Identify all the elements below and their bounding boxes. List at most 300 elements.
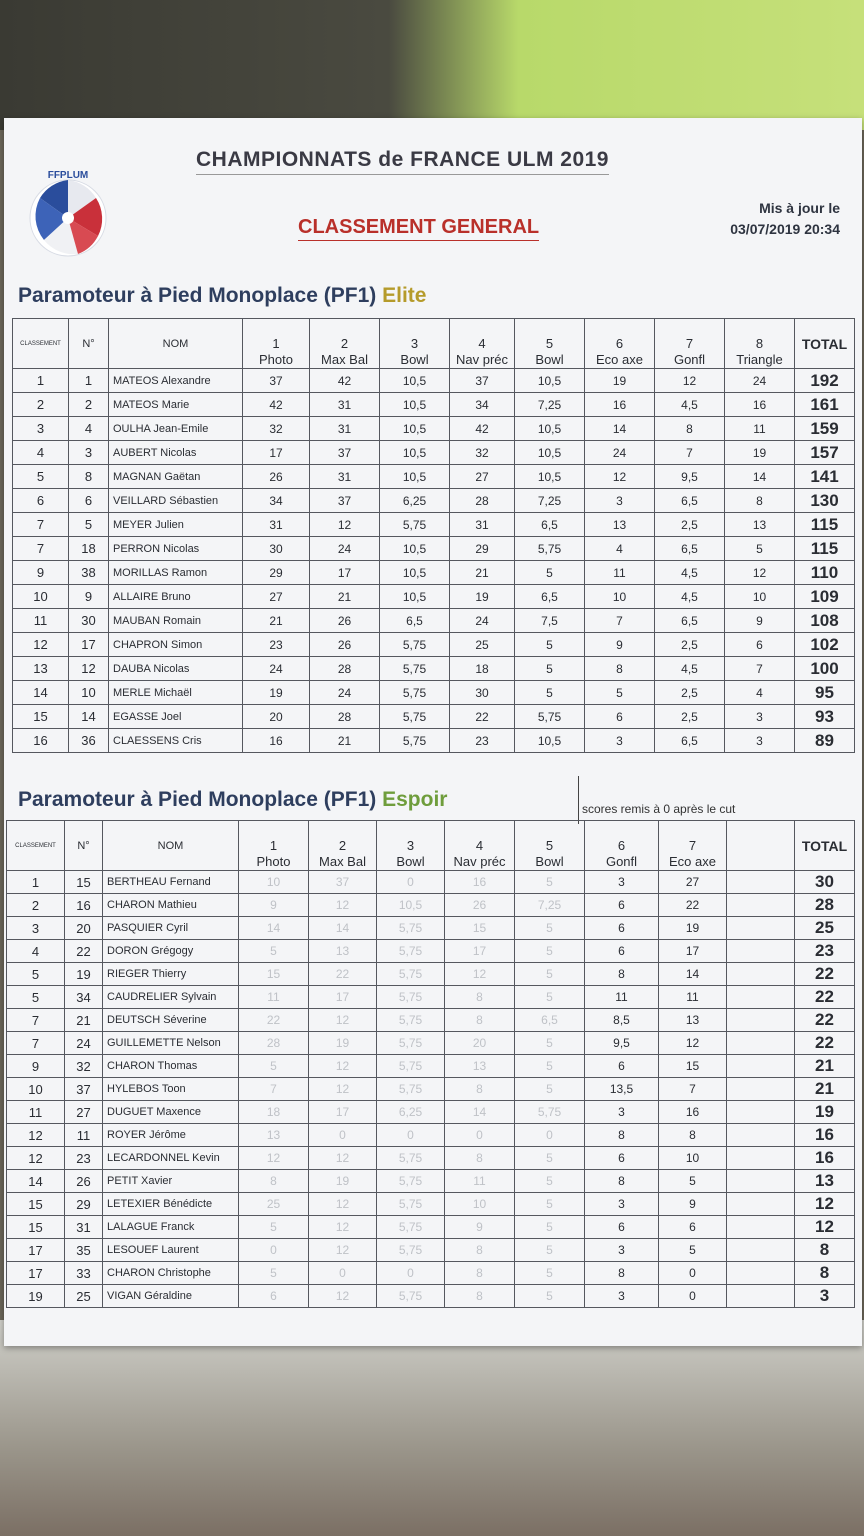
competitor-name-cell: MORILLAS Ramon (109, 561, 243, 585)
total-cell: 8 (795, 1239, 855, 1262)
total-cell: 192 (795, 369, 855, 393)
score-cell: 42 (450, 417, 515, 441)
empty-cell (727, 1262, 795, 1285)
score-cell: 20 (445, 1032, 515, 1055)
bib-number-cell: 25 (65, 1285, 103, 1308)
table-row (13, 585, 855, 609)
table-row (13, 465, 855, 489)
empty-cell (727, 1170, 795, 1193)
score-cell: 5 (659, 1170, 727, 1193)
score-cell: 9 (445, 1216, 515, 1239)
bib-number-cell: 30 (69, 609, 109, 633)
total-cell: 110 (795, 561, 855, 585)
score-cell: 4 (725, 681, 795, 705)
update-label: Mis à jour le (759, 200, 840, 216)
score-cell: 14 (585, 417, 655, 441)
total-cell: 115 (795, 513, 855, 537)
table-row (7, 986, 855, 1009)
competitor-name-cell: BERTHEAU Fernand (103, 871, 239, 894)
score-cell: 5,75 (377, 1170, 445, 1193)
table-row (13, 369, 855, 393)
score-cell: 37 (243, 369, 310, 393)
score-cell: 19 (243, 681, 310, 705)
score-cell: 19 (309, 1170, 377, 1193)
score-cell: 8 (445, 1262, 515, 1285)
score-cell: 29 (243, 561, 310, 585)
table-row (7, 1216, 855, 1239)
rank-cell: 2 (13, 393, 69, 417)
score-cell: 31 (450, 513, 515, 537)
rank-cell: 4 (13, 441, 69, 465)
score-cell: 17 (243, 441, 310, 465)
score-cell: 5 (659, 1239, 727, 1262)
score-cell: 19 (725, 441, 795, 465)
table-row (7, 1032, 855, 1055)
table-row (7, 940, 855, 963)
score-cell: 8 (655, 417, 725, 441)
empty-cell (727, 1055, 795, 1078)
score-cell: 4 (585, 537, 655, 561)
bib-number-cell: 17 (69, 633, 109, 657)
score-cell: 6 (585, 1147, 659, 1170)
score-cell: 2,5 (655, 681, 725, 705)
header-event-2: 2 Max Bal (309, 821, 377, 871)
score-cell: 17 (310, 561, 380, 585)
score-cell: 10,5 (380, 561, 450, 585)
score-cell: 3 (725, 729, 795, 753)
score-cell: 5 (515, 1216, 585, 1239)
score-cell: 8 (659, 1124, 727, 1147)
bib-number-cell: 21 (65, 1009, 103, 1032)
score-cell: 16 (243, 729, 310, 753)
score-cell: 5,75 (380, 705, 450, 729)
score-cell: 14 (445, 1101, 515, 1124)
competitor-name-cell: ROYER Jérôme (103, 1124, 239, 1147)
rank-cell: 7 (7, 1009, 65, 1032)
cut-note: scores remis à 0 après le cut (582, 802, 736, 816)
elite-level-label: Elite (382, 284, 427, 307)
score-cell: 8,5 (585, 1009, 659, 1032)
score-cell: 13 (725, 513, 795, 537)
score-cell: 9 (239, 894, 309, 917)
rank-cell: 11 (13, 609, 69, 633)
score-cell: 11 (585, 561, 655, 585)
score-cell: 6,5 (655, 609, 725, 633)
score-cell: 2,5 (655, 633, 725, 657)
bib-number-cell: 2 (69, 393, 109, 417)
score-cell: 5 (725, 537, 795, 561)
score-cell: 5,75 (377, 1055, 445, 1078)
score-cell: 12 (655, 369, 725, 393)
score-cell: 8 (445, 1239, 515, 1262)
score-cell: 9,5 (655, 465, 725, 489)
bib-number-cell: 16 (65, 894, 103, 917)
empty-cell (727, 1193, 795, 1216)
score-cell: 5 (239, 1262, 309, 1285)
score-cell: 6 (585, 1055, 659, 1078)
competitor-name-cell: MAUBAN Romain (109, 609, 243, 633)
score-cell: 5 (515, 1078, 585, 1101)
bib-number-cell: 8 (69, 465, 109, 489)
score-cell: 19 (450, 585, 515, 609)
score-cell: 32 (243, 417, 310, 441)
score-cell: 7 (655, 441, 725, 465)
table-row (7, 1193, 855, 1216)
score-cell: 34 (450, 393, 515, 417)
score-cell: 5 (515, 871, 585, 894)
score-cell: 5 (515, 657, 585, 681)
total-cell: 100 (795, 657, 855, 681)
rank-cell: 5 (13, 465, 69, 489)
score-cell: 10 (239, 871, 309, 894)
score-cell: 6 (725, 633, 795, 657)
competitor-name-cell: OULHA Jean-Emile (109, 417, 243, 441)
table-row (13, 705, 855, 729)
bib-number-cell: 34 (65, 986, 103, 1009)
total-cell: 19 (795, 1101, 855, 1124)
header-event-4: 4 Nav préc (445, 821, 515, 871)
score-cell: 3 (585, 1193, 659, 1216)
competitor-name-cell: LESOUEF Laurent (103, 1239, 239, 1262)
score-cell: 26 (445, 894, 515, 917)
score-cell: 24 (243, 657, 310, 681)
score-cell: 25 (239, 1193, 309, 1216)
table-row (13, 561, 855, 585)
score-cell: 27 (450, 465, 515, 489)
rank-cell: 15 (13, 705, 69, 729)
score-cell: 5,75 (377, 1239, 445, 1262)
table-row (7, 1285, 855, 1308)
competitor-name-cell: PERRON Nicolas (109, 537, 243, 561)
score-cell: 31 (310, 417, 380, 441)
score-cell: 12 (239, 1147, 309, 1170)
score-cell: 9 (725, 609, 795, 633)
score-cell: 13 (659, 1009, 727, 1032)
header-nom: NOM (109, 319, 243, 369)
table-row (13, 681, 855, 705)
rank-cell: 5 (7, 963, 65, 986)
score-cell: 24 (450, 609, 515, 633)
score-cell: 7 (725, 657, 795, 681)
competitor-name-cell: MERLE Michaël (109, 681, 243, 705)
score-cell: 0 (377, 1124, 445, 1147)
score-cell: 8 (445, 986, 515, 1009)
score-cell: 12 (309, 1078, 377, 1101)
competitor-name-cell: CHAPRON Simon (109, 633, 243, 657)
score-cell: 5,75 (515, 537, 585, 561)
score-cell: 5 (515, 1170, 585, 1193)
score-cell: 20 (243, 705, 310, 729)
score-cell: 12 (309, 1216, 377, 1239)
bib-number-cell: 26 (65, 1170, 103, 1193)
score-cell: 14 (659, 963, 727, 986)
score-cell: 5,75 (377, 1032, 445, 1055)
score-cell: 28 (450, 489, 515, 513)
bib-number-cell: 1 (69, 369, 109, 393)
score-cell: 22 (659, 894, 727, 917)
empty-cell (727, 940, 795, 963)
score-cell: 12 (309, 1147, 377, 1170)
score-cell: 10,5 (380, 417, 450, 441)
espoir-level-label: Espoir (382, 788, 448, 811)
score-cell: 14 (309, 917, 377, 940)
rank-cell: 15 (7, 1193, 65, 1216)
table-row (7, 1147, 855, 1170)
score-cell: 0 (239, 1239, 309, 1262)
header-event-6: 6 Eco axe (585, 319, 655, 369)
competitor-name-cell: LETEXIER Bénédicte (103, 1193, 239, 1216)
bib-number-cell: 20 (65, 917, 103, 940)
total-cell: 12 (795, 1216, 855, 1239)
empty-cell (727, 1147, 795, 1170)
total-cell: 23 (795, 940, 855, 963)
score-cell: 0 (515, 1124, 585, 1147)
table-row (13, 489, 855, 513)
header-event-5: 5 Bowl (515, 821, 585, 871)
total-cell: 28 (795, 894, 855, 917)
header-event-1: 1 Photo (239, 821, 309, 871)
score-cell: 4,5 (655, 657, 725, 681)
rank-cell: 9 (7, 1055, 65, 1078)
total-cell: 22 (795, 986, 855, 1009)
bib-number-cell: 27 (65, 1101, 103, 1124)
score-cell: 10,5 (515, 465, 585, 489)
score-cell: 0 (659, 1285, 727, 1308)
update-stamp (730, 198, 840, 240)
score-cell: 3 (585, 489, 655, 513)
total-cell: 93 (795, 705, 855, 729)
total-cell: 157 (795, 441, 855, 465)
competitor-name-cell: EGASSE Joel (109, 705, 243, 729)
score-cell: 5,75 (515, 705, 585, 729)
score-cell: 11 (239, 986, 309, 1009)
score-cell: 6,5 (655, 489, 725, 513)
score-cell: 7 (585, 609, 655, 633)
score-cell: 8 (725, 489, 795, 513)
page-subtitle: CLASSEMENT GENERAL (298, 216, 539, 241)
score-cell: 42 (243, 393, 310, 417)
empty-cell (727, 917, 795, 940)
score-cell: 14 (725, 465, 795, 489)
header-event-1: 1 Photo (243, 319, 310, 369)
header-empty (727, 821, 795, 871)
score-cell: 12 (309, 894, 377, 917)
total-cell: 159 (795, 417, 855, 441)
rank-cell: 17 (7, 1262, 65, 1285)
score-cell: 13 (585, 513, 655, 537)
score-cell: 6 (585, 1216, 659, 1239)
score-cell: 5,75 (377, 940, 445, 963)
total-cell: 12 (795, 1193, 855, 1216)
score-cell: 4,5 (655, 561, 725, 585)
score-cell: 5 (515, 1239, 585, 1262)
score-cell: 8 (445, 1009, 515, 1032)
score-cell: 30 (450, 681, 515, 705)
score-cell: 37 (310, 441, 380, 465)
competitor-name-cell: CHARON Thomas (103, 1055, 239, 1078)
bib-number-cell: 12 (69, 657, 109, 681)
score-cell: 11 (659, 986, 727, 1009)
score-cell: 10,5 (380, 537, 450, 561)
score-cell: 6 (585, 894, 659, 917)
score-cell: 5 (515, 1032, 585, 1055)
score-cell: 0 (377, 1262, 445, 1285)
score-cell: 10 (725, 585, 795, 609)
score-cell: 3 (585, 1239, 659, 1262)
score-cell: 31 (310, 465, 380, 489)
score-cell: 13,5 (585, 1078, 659, 1101)
bib-number-cell: 9 (69, 585, 109, 609)
score-cell: 28 (239, 1032, 309, 1055)
score-cell: 10,5 (380, 585, 450, 609)
score-cell: 22 (239, 1009, 309, 1032)
score-cell: 12 (445, 963, 515, 986)
total-cell: 16 (795, 1124, 855, 1147)
score-cell: 5 (515, 1147, 585, 1170)
score-cell: 5 (515, 940, 585, 963)
score-cell: 6 (239, 1285, 309, 1308)
score-cell: 5,75 (377, 1285, 445, 1308)
bib-number-cell: 5 (69, 513, 109, 537)
score-cell: 2,5 (655, 705, 725, 729)
rank-cell: 7 (7, 1032, 65, 1055)
table-row (13, 609, 855, 633)
score-cell: 10,5 (380, 393, 450, 417)
bib-number-cell: 38 (69, 561, 109, 585)
espoir-results-table (6, 820, 855, 1308)
bib-number-cell: 37 (65, 1078, 103, 1101)
total-cell: 109 (795, 585, 855, 609)
competitor-name-cell: HYLEBOS Toon (103, 1078, 239, 1101)
header-event-6: 6 Gonfl (585, 821, 659, 871)
bib-number-cell: 3 (69, 441, 109, 465)
score-cell: 12 (309, 1009, 377, 1032)
score-cell: 5,75 (377, 986, 445, 1009)
bib-number-cell: 18 (69, 537, 109, 561)
rank-cell: 14 (13, 681, 69, 705)
score-cell: 16 (445, 871, 515, 894)
table-row (13, 441, 855, 465)
update-datetime: 03/07/2019 20:34 (730, 221, 840, 237)
competitor-name-cell: CHARON Mathieu (103, 894, 239, 917)
score-cell: 12 (585, 465, 655, 489)
total-cell: 13 (795, 1170, 855, 1193)
score-cell: 5 (239, 1055, 309, 1078)
score-cell: 26 (310, 609, 380, 633)
score-cell: 42 (310, 369, 380, 393)
header-total: TOTAL (795, 821, 855, 871)
score-cell: 29 (450, 537, 515, 561)
score-cell: 0 (377, 871, 445, 894)
score-cell: 12 (309, 1193, 377, 1216)
score-cell: 3 (585, 1101, 659, 1124)
score-cell: 5,75 (380, 681, 450, 705)
score-cell: 31 (243, 513, 310, 537)
score-cell: 10,5 (515, 441, 585, 465)
page-title: CHAMPIONNATS de FRANCE ULM 2019 (196, 148, 609, 175)
header-event-5: 5 Bowl (515, 319, 585, 369)
score-cell: 5 (515, 561, 585, 585)
rank-cell: 3 (13, 417, 69, 441)
rank-cell: 2 (7, 894, 65, 917)
score-cell: 7,5 (515, 609, 585, 633)
score-cell: 5 (515, 986, 585, 1009)
score-cell: 6,25 (377, 1101, 445, 1124)
score-cell: 17 (309, 986, 377, 1009)
total-cell: 3 (795, 1285, 855, 1308)
total-cell: 25 (795, 917, 855, 940)
total-cell: 102 (795, 633, 855, 657)
bib-number-cell: 14 (69, 705, 109, 729)
total-cell: 95 (795, 681, 855, 705)
score-cell: 5 (585, 681, 655, 705)
score-cell: 8 (585, 1124, 659, 1147)
total-cell: 22 (795, 1009, 855, 1032)
competitor-name-cell: GUILLEMETTE Nelson (103, 1032, 239, 1055)
empty-cell (727, 1285, 795, 1308)
score-cell: 12 (309, 1239, 377, 1262)
table-row (13, 393, 855, 417)
score-cell: 3 (585, 1285, 659, 1308)
table-row (13, 417, 855, 441)
score-cell: 25 (450, 633, 515, 657)
score-cell: 9,5 (585, 1032, 659, 1055)
bib-number-cell: 11 (65, 1124, 103, 1147)
bib-number-cell: 22 (65, 940, 103, 963)
competitor-name-cell: DORON Grégogy (103, 940, 239, 963)
score-cell: 6,25 (380, 489, 450, 513)
score-cell: 6,5 (655, 729, 725, 753)
competitor-name-cell: VIGAN Géraldine (103, 1285, 239, 1308)
header-event-4: 4 Nav préc (450, 319, 515, 369)
score-cell: 5,75 (515, 1101, 585, 1124)
header-event-7: 7 Eco axe (659, 821, 727, 871)
score-cell: 13 (239, 1124, 309, 1147)
score-cell: 21 (310, 585, 380, 609)
bib-number-cell: 10 (69, 681, 109, 705)
score-cell: 5 (239, 1216, 309, 1239)
header-event-8: 8 Triangle (725, 319, 795, 369)
score-cell: 8 (585, 1170, 659, 1193)
competitor-name-cell: VEILLARD Sébastien (109, 489, 243, 513)
total-cell: 108 (795, 609, 855, 633)
competitor-name-cell: DUGUET Maxence (103, 1101, 239, 1124)
score-cell: 32 (450, 441, 515, 465)
bib-number-cell: 19 (65, 963, 103, 986)
rank-cell: 3 (7, 917, 65, 940)
total-cell: 130 (795, 489, 855, 513)
score-cell: 4,5 (655, 585, 725, 609)
bib-number-cell: 36 (69, 729, 109, 753)
rank-cell: 14 (7, 1170, 65, 1193)
bib-number-cell: 33 (65, 1262, 103, 1285)
score-cell: 10,5 (380, 369, 450, 393)
score-cell: 6 (585, 917, 659, 940)
score-cell: 0 (445, 1124, 515, 1147)
score-cell: 27 (243, 585, 310, 609)
total-cell: 22 (795, 1032, 855, 1055)
competitor-name-cell: CLAESSENS Cris (109, 729, 243, 753)
score-cell: 7,25 (515, 489, 585, 513)
competitor-name-cell: CAUDRELIER Sylvain (103, 986, 239, 1009)
score-cell: 6,5 (655, 537, 725, 561)
table-row (13, 729, 855, 753)
score-cell: 18 (450, 657, 515, 681)
score-cell: 11 (585, 986, 659, 1009)
total-cell: 89 (795, 729, 855, 753)
rank-cell: 12 (7, 1147, 65, 1170)
competitor-name-cell: LECARDONNEL Kevin (103, 1147, 239, 1170)
